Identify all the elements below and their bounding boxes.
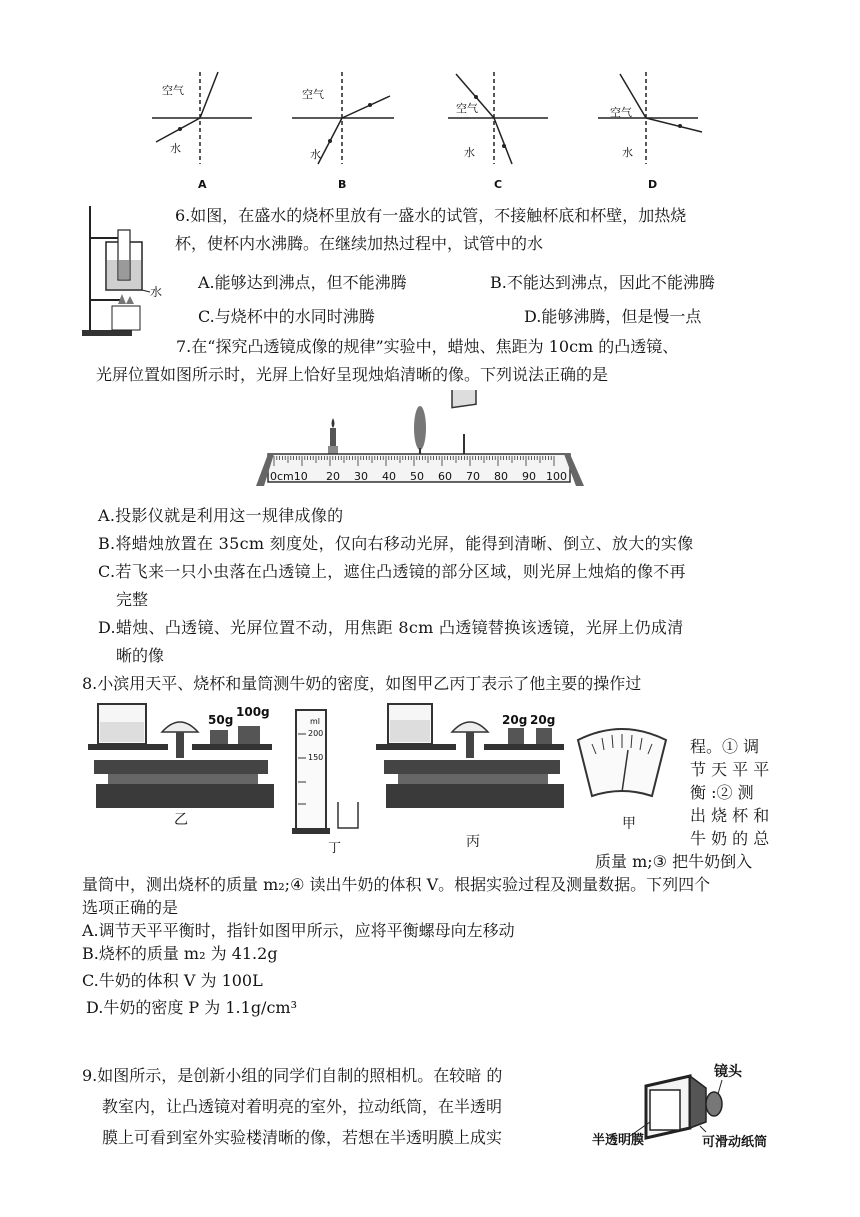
q7-option-a: A.投影仪就是利用这一规律成像的 bbox=[98, 506, 344, 525]
ray-diagram-c bbox=[442, 66, 552, 191]
ruler-label: 70 bbox=[466, 470, 480, 483]
ruler-label: 100 bbox=[546, 470, 567, 483]
ray-diagram-d bbox=[594, 66, 704, 191]
ruler-label: 80 bbox=[494, 470, 508, 483]
balance-figure-yi bbox=[88, 700, 284, 828]
q8-option-c: C.牛奶的体积 V 为 100L bbox=[82, 971, 263, 990]
cylinder-mark: ml bbox=[310, 717, 321, 726]
q8-option-b: B.烧杯的质量 m₂ 为 41.2g bbox=[82, 944, 278, 963]
water-label: 水 bbox=[464, 146, 475, 159]
q6-option-d: D.能够沸腾，但是慢一点 bbox=[524, 307, 702, 326]
q8-option-d: D.牛奶的密度 P 为 1.1g/cm³ bbox=[86, 998, 297, 1017]
q9-stem-line3: 膜上可看到室外实验楼清晰的像，若想在半透明膜上成实 bbox=[102, 1128, 503, 1147]
weight-label: 20g bbox=[502, 713, 528, 727]
label-film: 半透明膜 bbox=[592, 1133, 645, 1148]
water-label: 水 bbox=[150, 285, 163, 299]
q7-option-d-line1: D.蜡烛、凸透镜、光屏位置不动，用焦距 8cm 凸透镜替换该透镜，光屏上仍成清 bbox=[98, 618, 684, 637]
figure-label: 丙 bbox=[466, 834, 480, 850]
label-lens: 镜头 bbox=[714, 1064, 742, 1080]
option-letter: D bbox=[648, 178, 658, 191]
q8-stem-line1: 8.小滨用天平、烧杯和量筒测牛奶的密度，如图甲乙丙丁表示了他主要的操作过 bbox=[82, 674, 642, 693]
air-label: 空气 bbox=[610, 106, 632, 119]
ruler-label: 50 bbox=[410, 470, 424, 483]
weight-label: 20g bbox=[530, 713, 556, 727]
q6-option-c: C.与烧杯中的水同时沸腾 bbox=[198, 307, 375, 326]
q8-option-a: A.调节天平平衡时，指针如图甲所示，应将平衡螺母向左移动 bbox=[82, 921, 515, 940]
q6-stem-line2: 杯，使杯内水沸腾。在继续加热过程中，试管中的水 bbox=[175, 234, 544, 253]
q8-side-text-5: 牛 奶 的 总 bbox=[690, 829, 770, 848]
optical-bench-figure bbox=[250, 390, 590, 494]
air-label: 空气 bbox=[302, 88, 324, 101]
air-label: 空气 bbox=[456, 102, 478, 115]
water-label: 水 bbox=[170, 142, 181, 155]
cylinder-figure-ding bbox=[288, 704, 372, 854]
figure-label: 乙 bbox=[174, 812, 188, 828]
q8-text-after-c: 选项正确的是 bbox=[82, 898, 179, 917]
q7-option-c-line1: C.若飞来一只小虫落在凸透镜上，遮住凸透镜的部分区域，则光屏上烛焰的像不再 bbox=[98, 562, 686, 581]
ruler-label: 0cm10 bbox=[270, 470, 308, 483]
cylinder-mark: 150 bbox=[308, 753, 324, 762]
homemade-camera-figure bbox=[590, 1058, 790, 1158]
ruler-label: 90 bbox=[522, 470, 536, 483]
ray-diagram-a bbox=[148, 66, 258, 191]
q9-stem-line2: 教室内，让凸透镜对着明亮的室外，拉动纸筒，在半透明 bbox=[102, 1097, 503, 1116]
q7-stem-line2: 光屏位置如图所示时，光屏上恰好呈现烛焰清晰的像。下列说法正确的是 bbox=[96, 365, 609, 384]
ray-diagram-b bbox=[290, 66, 400, 191]
q6-option-a: A.能够达到沸点，但不能沸腾 bbox=[198, 273, 407, 292]
balance-figure-bing bbox=[372, 700, 572, 850]
water-label: 水 bbox=[310, 148, 321, 161]
q7-option-c-line2: 完整 bbox=[116, 590, 149, 609]
boiling-apparatus-figure bbox=[78, 202, 168, 340]
ruler-label: 30 bbox=[354, 470, 368, 483]
label-tube: 可滑动纸筒 bbox=[702, 1135, 768, 1150]
air-label: 空气 bbox=[162, 84, 184, 97]
water-label: 水 bbox=[622, 146, 633, 159]
q7-option-d-line2: 晰的像 bbox=[116, 646, 165, 665]
option-letter: A bbox=[198, 178, 207, 191]
q9-stem-line1: 9.如图所示，是创新小组的同学们自制的照相机。在较暗 的 bbox=[82, 1066, 503, 1085]
q8-side-text-1: 程。① 调 bbox=[690, 737, 760, 756]
q8-side-text-3: 衡 :② 测 bbox=[690, 783, 754, 802]
weight-label: 50g bbox=[208, 713, 234, 727]
pointer-scale-figure-jia bbox=[572, 724, 672, 836]
q8-side-text-4: 出 烧 杯 和 bbox=[690, 806, 770, 825]
ruler-label: 60 bbox=[438, 470, 452, 483]
figure-label: 甲 bbox=[622, 816, 636, 832]
q8-text-after-b: 量筒中，测出烧杯的质量 m₂;④ 读出牛奶的体积 V。根据实验过程及测量数据。下列四个 bbox=[82, 875, 711, 894]
ruler-label: 40 bbox=[382, 470, 396, 483]
q6-option-b: B.不能达到沸点，因此不能沸腾 bbox=[490, 273, 715, 292]
q7-stem-line1: 7.在“探究凸透镜成像的规律”实验中，蜡烛、焦距为 10cm 的凸透镜、 bbox=[176, 337, 679, 356]
q6-stem-line1: 6.如图，在盛水的烧杯里放有一盛水的试管，不接触杯底和杯壁，加热烧 bbox=[175, 206, 687, 225]
option-letter: B bbox=[338, 178, 347, 191]
weight-label: 100g bbox=[236, 705, 270, 719]
cylinder-mark: 200 bbox=[308, 729, 324, 738]
ruler-label: 20 bbox=[326, 470, 340, 483]
q7-option-b: B.将蜡烛放置在 35cm 刻度处，仅向右移动光屏，能得到清晰、倒立、放大的实像 bbox=[98, 534, 694, 553]
option-letter: C bbox=[494, 178, 503, 191]
q8-side-text-2: 节 天 平 平 bbox=[690, 760, 770, 779]
q8-text-after-a: 质量 m;③ 把牛奶倒入 bbox=[595, 852, 753, 871]
figure-label: 丁 bbox=[328, 841, 342, 854]
